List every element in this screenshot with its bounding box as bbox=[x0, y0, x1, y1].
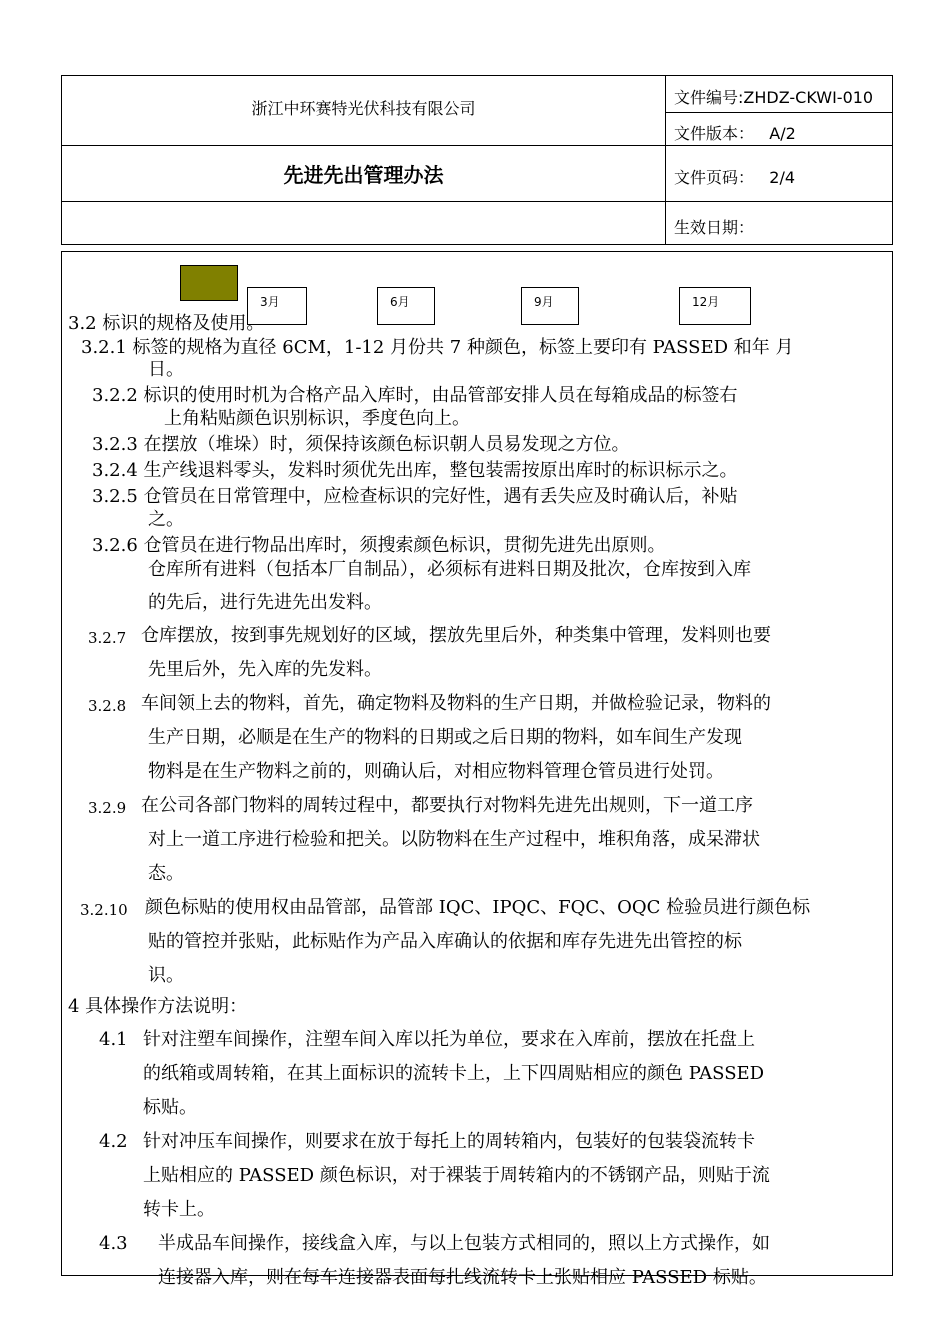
company-name: 浙江中环赛特光伏科技有限公司 bbox=[251, 99, 476, 118]
item-number: 4.1 bbox=[99, 1029, 128, 1050]
header-divider-1 bbox=[62, 145, 892, 146]
text-line: 仓库所有进料（包括本厂自制品），必须标有进料日期及批次，仓库按到入库 bbox=[148, 559, 751, 580]
section-heading: 4 具体操作方法说明： bbox=[68, 996, 248, 1017]
item-number: 3.2.9 bbox=[88, 799, 127, 817]
item-number: 3.2.8 bbox=[88, 697, 127, 715]
item-number: 3.2.7 bbox=[88, 629, 127, 647]
text-line: 上贴相应的 PASSED 颜色标识，对于裸装于周转箱内的不锈钢产品，则贴于流 bbox=[143, 1165, 770, 1186]
text-line: 在公司各部门物料的周转过程中，都要执行对物料先进先出规则，下一道工序 bbox=[141, 795, 753, 816]
text-line: 识。 bbox=[148, 965, 184, 986]
text-line: 颜色标贴的使用权由品管部，品管部 IQC、IPQC、FQC、OQC 检验员进行颜色标 bbox=[145, 897, 811, 918]
item-number: 4.3 bbox=[99, 1233, 128, 1254]
text-line: 车间领上去的物料，首先，确定物料及物料的生产日期，并做检验记录，物料的 bbox=[141, 693, 771, 714]
text-line: 之。 bbox=[148, 509, 184, 530]
text-line: 3.2.2 标识的使用时机为合格产品入库时，由品管部安排人员在每箱成品的标签右 bbox=[92, 385, 738, 406]
doc-number: 文件编号:ZHDZ-CKWI-010 bbox=[674, 88, 874, 107]
text-line: 的先后，进行先进先出发料。 bbox=[148, 592, 382, 613]
text-line: 贴的管控并张贴，此标贴作为产品入库确认的依据和库存先进先出管控的标 bbox=[148, 931, 742, 952]
text-line: 日。 bbox=[148, 359, 184, 380]
item-number: 3.2.10 bbox=[80, 901, 128, 919]
text-line: 标贴。 bbox=[143, 1097, 197, 1118]
text-line: 3.2.1 标签的规格为直径 6CM，1-12 月份共 7 种颜色，标签上要印有 PASSED 和年 月 bbox=[81, 337, 794, 358]
header-divider-3 bbox=[665, 112, 892, 113]
text-line: 连接器入库，则在每车连接器表面每扎线流转卡上张贴相应 PASSED 标贴。 bbox=[158, 1267, 767, 1288]
text-line: 3.2.3 在摆放（堆垛）时，须保持该颜色标识朝人员易发现之方位。 bbox=[92, 434, 630, 455]
text-line: 3.2.6 仓管员在进行物品出库时，须搜索颜色标识，贯彻先进先出原则。 bbox=[92, 535, 666, 556]
header-divider-2 bbox=[62, 201, 892, 202]
month-box-12: 12月 bbox=[679, 287, 751, 325]
document-title: 先进先出管理办法 bbox=[283, 163, 444, 187]
text-line: 针对冲压车间操作，则要求在放于每托上的周转箱内，包装好的包装袋流转卡 bbox=[143, 1131, 755, 1152]
text-line: 生产日期，必顺是在生产的物料的日期或之后日期的物料，如车间生产发现 bbox=[148, 727, 742, 748]
text-line: 上角粘贴颜色识别标识，季度色向上。 bbox=[164, 408, 470, 429]
effective-date: 生效日期： bbox=[674, 218, 755, 237]
item-number: 4.2 bbox=[99, 1131, 128, 1152]
document-header bbox=[61, 75, 893, 245]
text-line: 3.2.4 生产线退料零头，发料时须优先出库，整包装需按原出库时的标识标示之。 bbox=[92, 460, 738, 481]
text-line: 的纸箱或周转箱，在其上面标识的流转卡上，上下四周贴相应的颜色 PASSED bbox=[143, 1063, 765, 1084]
month-box-6: 6月 bbox=[377, 287, 435, 325]
text-line: 仓库摆放，按到事先规划好的区域，摆放先里后外，种类集中管理，发料则也要 bbox=[141, 625, 771, 646]
text-line: 转卡上。 bbox=[143, 1199, 215, 1220]
text-line: 物料是在生产物料之前的，则确认后，对相应物料管理仓管员进行处罚。 bbox=[148, 761, 724, 782]
text-line: 针对注塑车间操作，注塑车间入库以托为单位，要求在入库前，摆放在托盘上 bbox=[143, 1029, 755, 1050]
month-box-3: 3月 bbox=[247, 287, 307, 325]
month-box-9: 9月 bbox=[521, 287, 579, 325]
text-line: 半成品车间操作，接线盒入库，与以上包装方式相同的，照以上方式操作，如 bbox=[158, 1233, 770, 1254]
header-divider-vertical bbox=[665, 76, 666, 244]
text-line: 3.2.5 仓管员在日常管理中，应检查标识的完好性，遇有丢失应及时确认后，补贴 bbox=[92, 486, 738, 507]
doc-page: 文件页码： 2/4 bbox=[674, 168, 796, 187]
color-label-swatch bbox=[180, 265, 238, 301]
text-line: 对上一道工序进行检验和把关。以防物料在生产过程中，堆积角落，成呆滞状 bbox=[148, 829, 760, 850]
doc-version: 文件版本： A/2 bbox=[674, 124, 796, 143]
text-line: 态。 bbox=[148, 863, 184, 884]
section-heading: 3.2 标识的规格及使用。 bbox=[68, 313, 265, 334]
text-line: 先里后外，先入库的先发料。 bbox=[148, 659, 382, 680]
